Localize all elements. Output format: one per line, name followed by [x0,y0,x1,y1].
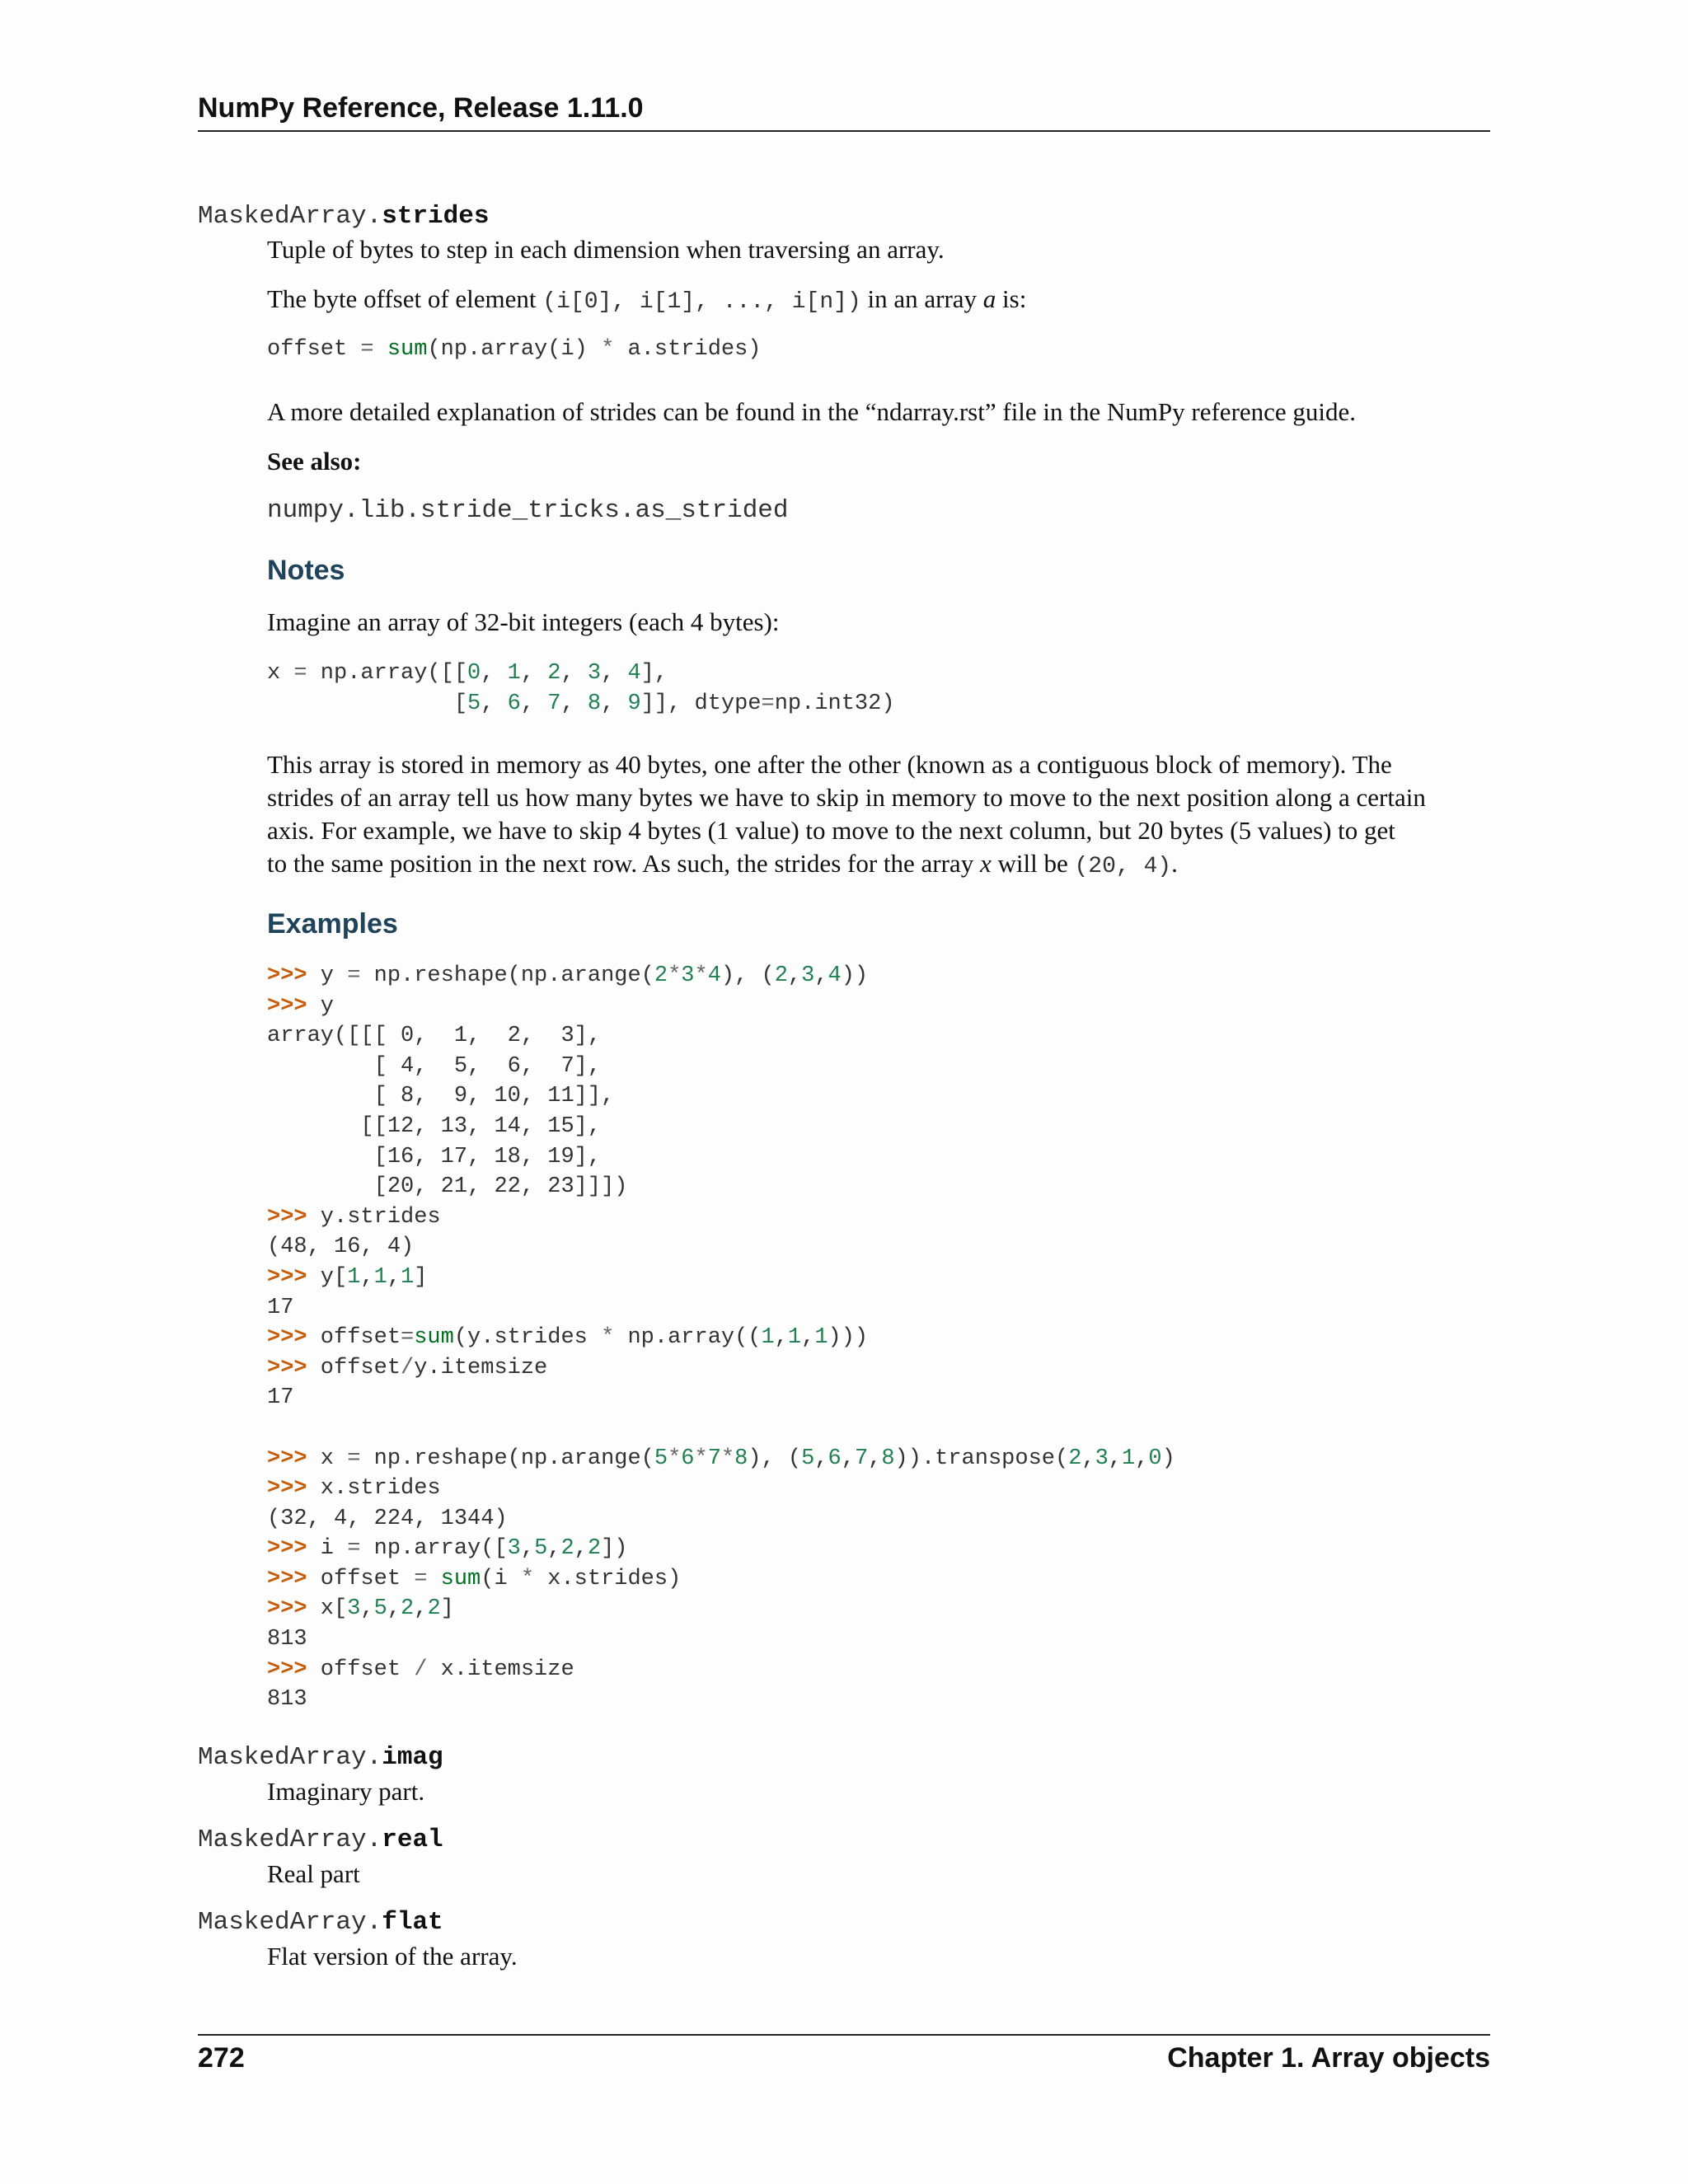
imag-sig-name: imag [382,1743,443,1772]
strides-sig-class: MaskedArray. [198,202,382,231]
offset-intro-after: is: [1002,284,1027,313]
strides-detail-text: A more detailed explanation of strides can be found in the “ndarray.rst” file in the NumPy reference guide. [267,397,1357,426]
notes-paragraph-line-3: axis. For example, we have to skip 4 bytes (1 value) to move to the next column, but 20 bytes (5 values) to get [267,816,1395,845]
flat-sig-class: MaskedArray. [198,1908,382,1937]
running-header: NumPy Reference, Release 1.11.0 [198,92,644,124]
real-summary: Real part [267,1859,360,1888]
strides-signature [198,202,489,231]
notes-line4-text: to the same position in the next row. As such, the strides for the array [267,849,974,878]
footer-page-number: 272 [198,2042,245,2074]
notes-line4-middle: will be [997,849,1068,878]
imag-sig-class: MaskedArray. [198,1743,382,1772]
notes-paragraph-line-4 [267,847,1178,883]
notes-array-code: x = np.array([[0, 1, 2, 3, 4], [5, 6, 7, 8, 9]], dtype=np.int32) [267,661,895,716]
offset-intro-var: a [982,284,996,313]
offset-intro-text: The byte offset of element [267,284,537,313]
imag-summary: Imaginary part. [267,1777,425,1806]
notes-line4-end: . [1171,849,1178,878]
offset-intro-code: (i[0], i[1], ..., i[n]) [542,289,861,315]
notes-line4-code: (20, 4) [1074,854,1172,879]
notes-intro: Imagine an array of 32-bit integers (each 4 bytes): [267,607,780,636]
footer-chapter-title: Chapter 1. Array objects [1167,2042,1490,2074]
footer-rule [198,2034,1490,2036]
notes-heading: Notes [267,555,345,586]
examples-code-block: >>> y = np.reshape(np.arange(2*3*4), (2,3,4)) >>> y array([[[ 0, 1, 2, 3], [ 4, 5, 6, 7], [ 8, 9, 10, 11]], [[12, 13, 14, 15], [16, 17, 18, 19], [20, 21, 22, 23]]]) >>> y.strides (48, 16, 4) >>> y[1,1,1] 17 >>> offset=sum(y.strides * np.array((1,1,1))) >>> offset/y.itemsize 17 >>> x = np.reshape(np.arange(5*6*7*8), (5,6,7,8)).transpose(2,3,1,0) >>> x.strides (32, 4, 224, 1344) >>> i = np.array([3,5,2,2]) >>> offset = sum(i * x.strides) >>> x[3,5,2,2] 813 >>> offset / x.itemsize 813 [267,963,1175,1713]
real-sig-class: MaskedArray. [198,1825,382,1854]
notes-paragraph-line-2: strides of an array tell us how many bytes we have to skip in memory to move to the next position along a certain [267,783,1426,812]
real-signature [198,1825,443,1854]
see-also-label: See also: [267,447,362,476]
strides-summary: Tuple of bytes to step in each dimension when traversing an array. [267,235,945,264]
strides-offset-intro [267,283,1026,319]
flat-summary: Flat version of the array. [267,1942,518,1971]
real-sig-name: real [382,1825,443,1854]
notes-paragraph-line-1: This array is stored in memory as 40 bytes, one after the other (known as a contiguous block of memory). The [267,750,1392,779]
flat-signature [198,1908,443,1937]
notes-line4-var: x [979,849,992,878]
offset-formula-code: offset = sum(np.array(i) * a.strides) [267,337,762,362]
see-also-link[interactable]: numpy.lib.stride_tricks.as_strided [267,496,789,525]
offset-intro-middle: in an array [867,284,978,313]
flat-sig-name: flat [382,1908,443,1937]
examples-heading: Examples [267,908,398,940]
imag-signature [198,1743,443,1772]
header-rule [198,130,1490,132]
strides-sig-name: strides [382,202,490,231]
